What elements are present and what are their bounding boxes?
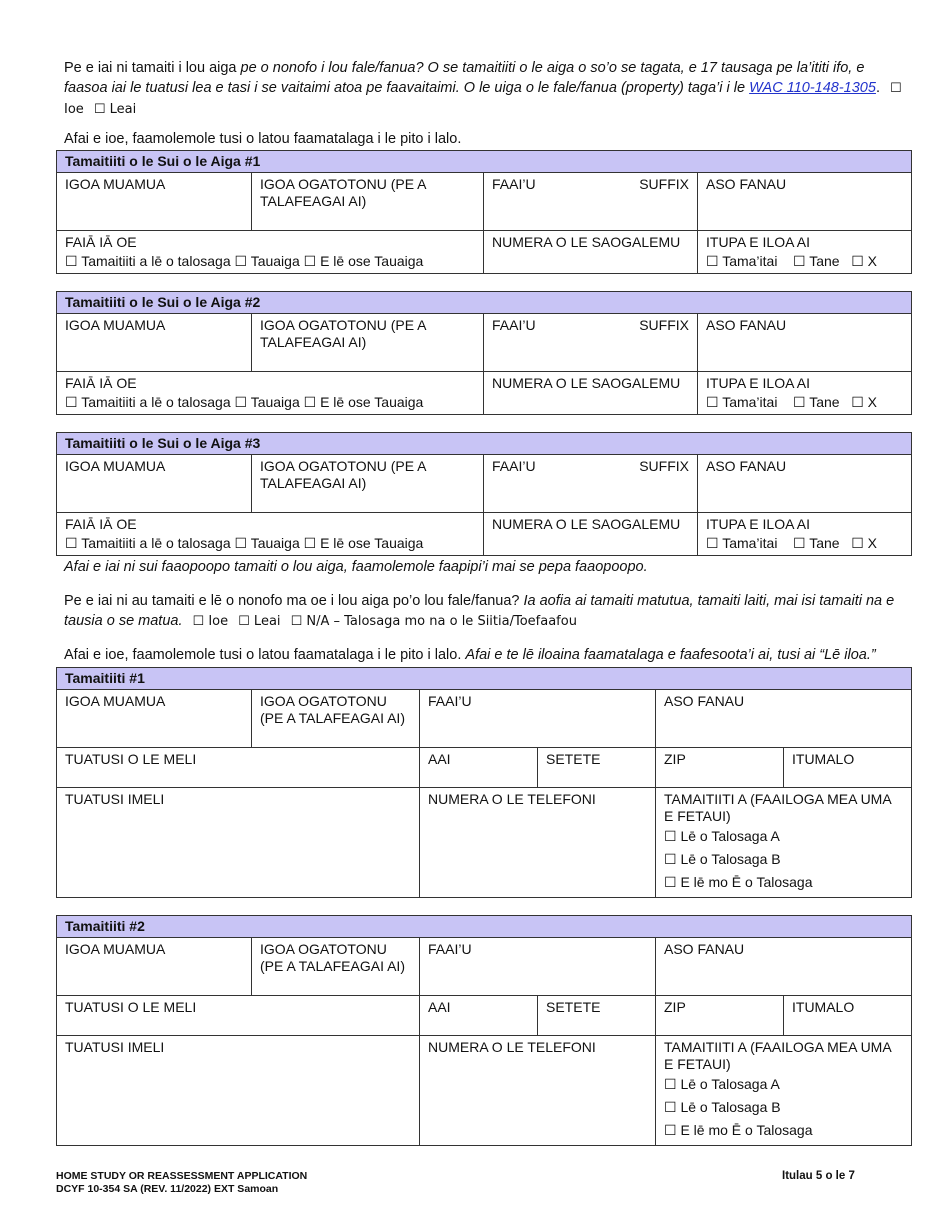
family-name-field[interactable]: FAAI’U SUFFIX bbox=[484, 455, 698, 513]
rel-not-relative-checkbox[interactable]: ☐ E lē ose Tauaiga bbox=[303, 394, 424, 410]
child-section-1 bbox=[56, 667, 912, 898]
gender-field: ITUPA E ILOA AI ☐ Tama’itai ☐ Tane ☐ X bbox=[698, 513, 912, 556]
form-title: HOME STUDY OR REASSESSMENT APPLICATION bbox=[56, 1170, 308, 1182]
applicant-b-checkbox[interactable]: ☐ Lē o Talosaga B bbox=[664, 851, 781, 867]
applicant-a-checkbox[interactable]: ☐ Lē o Talosaga A bbox=[664, 1076, 780, 1092]
member-child-section-2 bbox=[56, 291, 912, 415]
dob-field[interactable]: ASO FANAU bbox=[698, 173, 912, 231]
child-of-field: TAMAITIITI A (FAAILOGA MEA UMA E FETAUI) ☐ Lē o Talosaga A ☐ Lē o Talosaga B ☐ E lē mo Ē o Talosaga bbox=[656, 788, 912, 898]
children-not-living-question: Pe e iai ni au tamaiti e lē o nonofo ma oe i lou aiga po’o lou fale/fanua? Ia aofia ai tamaiti matutua, tamaiti laiti, mai isi tamaiti na e tausia o se matua. ☐ Ioe ☐ Leai ☐ N/A – Talosaga mo na o le Siitia/Toefaafou bbox=[64, 593, 895, 629]
country-field[interactable]: ITUMALO bbox=[784, 748, 912, 788]
gender-x-checkbox[interactable]: ☐ X bbox=[851, 535, 877, 551]
gender-field: ITUPA E ILOA AI ☐ Tama’itai ☐ Tane ☐ X bbox=[698, 231, 912, 274]
zip-field[interactable]: ZIP bbox=[656, 748, 784, 788]
last-name-field[interactable]: IGOA OGATOTONU (PE A TALAFEAGAI AI) bbox=[252, 314, 484, 372]
relationship-field: FAIĀ IĀ OE ☐ Tamaitiiti a lē o talosaga ☐ Tauaiga ☐ E lē ose Tauaiga bbox=[57, 372, 484, 415]
dob-field[interactable]: ASO FANAU bbox=[656, 938, 912, 996]
yes-checkbox[interactable]: ☐ Ioe bbox=[64, 81, 902, 117]
applicant-a-checkbox[interactable]: ☐ Lē o Talosaga A bbox=[664, 828, 780, 844]
no-checkbox[interactable]: ☐ Leai bbox=[93, 102, 137, 117]
rel-applicant-child-checkbox[interactable]: ☐ Tamaitiiti a lē o talosaga bbox=[65, 535, 231, 551]
rel-relative-checkbox[interactable]: ☐ Tauaiga bbox=[234, 394, 300, 410]
member-child-section-3 bbox=[56, 432, 912, 556]
ssn-field[interactable]: NUMERA O LE SAOGALEMU bbox=[484, 513, 698, 556]
wac-link[interactable]: WAC 110-148-1305 bbox=[749, 80, 876, 96]
gender-male-checkbox[interactable]: ☐ Tane bbox=[793, 253, 840, 269]
family-name-field[interactable]: FAAI’U bbox=[420, 938, 656, 996]
na-checkbox[interactable]: ☐ N/A – Talosaga mo na o le Siitia/Toefaafou bbox=[290, 614, 577, 629]
section-title: Tamaitiiti o le Sui o le Aiga #2 bbox=[57, 292, 912, 314]
rel-relative-checkbox[interactable]: ☐ Tauaiga bbox=[234, 253, 300, 269]
middle-name-field[interactable]: IGOA OGATOTONU (PE A TALAFEAGAI AI) bbox=[252, 690, 420, 748]
first-name-field[interactable]: IGOA MUAMUA bbox=[57, 938, 252, 996]
gender-female-checkbox[interactable]: ☐ Tama’itai bbox=[706, 253, 778, 269]
form-number: DCYF 10-354 SA (REV. 11/2022) EXT Samoan bbox=[56, 1183, 279, 1195]
section-title: Tamaitiiti o le Sui o le Aiga #1 bbox=[57, 151, 912, 173]
gender-x-checkbox[interactable]: ☐ X bbox=[851, 253, 877, 269]
email-field[interactable]: TUATUSI IMELI bbox=[57, 1036, 420, 1146]
dob-field[interactable]: ASO FANAU bbox=[698, 314, 912, 372]
gender-male-checkbox[interactable]: ☐ Tane bbox=[793, 394, 840, 410]
zip-field[interactable]: ZIP bbox=[656, 996, 784, 1036]
applicant-b-checkbox[interactable]: ☐ Lē o Talosaga B bbox=[664, 1099, 781, 1115]
rel-applicant-child-checkbox[interactable]: ☐ Tamaitiiti a lē o talosaga bbox=[65, 394, 231, 410]
rel-not-relative-checkbox[interactable]: ☐ E lē ose Tauaiga bbox=[303, 253, 424, 269]
gender-female-checkbox[interactable]: ☐ Tama’itai bbox=[706, 394, 778, 410]
section-title: Tamaitiiti #1 bbox=[57, 668, 912, 690]
gender-field: ITUPA E ILOA AI ☐ Tama’itai ☐ Tane ☐ X bbox=[698, 372, 912, 415]
relationship-field: FAIĀ IĀ OE ☐ Tamaitiiti a lē o talosaga ☐ Tauaiga ☐ E lē ose Tauaiga bbox=[57, 513, 484, 556]
gender-female-checkbox[interactable]: ☐ Tama’itai bbox=[706, 535, 778, 551]
child-of-field: TAMAITIITI A (FAAILOGA MEA UMA E FETAUI) ☐ Lē o Talosaga A ☐ Lē o Talosaga B ☐ E lē mo Ē o Talosaga bbox=[656, 1036, 912, 1146]
middle-name-field[interactable]: IGOA OGATOTONU (PE A TALAFEAGAI AI) bbox=[252, 938, 420, 996]
first-name-field[interactable]: IGOA MUAMUA bbox=[57, 455, 252, 513]
state-field[interactable]: SETETE bbox=[538, 996, 656, 1036]
family-name-field[interactable]: FAAI’U SUFFIX bbox=[484, 173, 698, 231]
city-field[interactable]: AAI bbox=[420, 748, 538, 788]
first-name-field[interactable]: IGOA MUAMUA bbox=[57, 314, 252, 372]
family-name-field[interactable]: FAAI’U SUFFIX bbox=[484, 314, 698, 372]
city-field[interactable]: AAI bbox=[420, 996, 538, 1036]
last-name-field[interactable]: IGOA OGATOTONU (PE A TALAFEAGAI AI) bbox=[252, 173, 484, 231]
section-title: Tamaitiiti #2 bbox=[57, 916, 912, 938]
gender-male-checkbox[interactable]: ☐ Tane bbox=[793, 535, 840, 551]
relationship-field: FAIĀ IĀ OE ☐ Tamaitiiti a lē o talosaga ☐ Tauaiga ☐ E lē ose Tauaiga bbox=[57, 231, 484, 274]
country-field[interactable]: ITUMALO bbox=[784, 996, 912, 1036]
mail-address-field[interactable]: TUATUSI O LE MELI bbox=[57, 996, 420, 1036]
child-section-2 bbox=[56, 915, 912, 1146]
additional-members-note: Afai e iai ni sui faaopoopo tamaiti o lou aiga, faamolemole faapipi’i mai se pepa faaopoopo. bbox=[64, 559, 648, 575]
page-number: Itulau 5 o le 7 bbox=[782, 1170, 855, 1182]
mail-address-field[interactable]: TUATUSI O LE MELI bbox=[57, 748, 420, 788]
rel-not-relative-checkbox[interactable]: ☐ E lē ose Tauaiga bbox=[303, 535, 424, 551]
yes-checkbox[interactable]: ☐ Ioe bbox=[192, 614, 229, 629]
family-name-field[interactable]: FAAI’U bbox=[420, 690, 656, 748]
phone-field[interactable]: NUMERA O LE TELEFONI bbox=[420, 1036, 656, 1146]
instruction-text-2: Afai e ioe, faamolemole tusi o latou faamatalaga i le pito i lalo. Afai e te lē iloaina faamatalaga e faafesoota’i ai, tusi ai “Lē iloa.” bbox=[64, 647, 876, 663]
email-field[interactable]: TUATUSI IMELI bbox=[57, 788, 420, 898]
rel-relative-checkbox[interactable]: ☐ Tauaiga bbox=[234, 535, 300, 551]
section-title: Tamaitiiti o le Sui o le Aiga #3 bbox=[57, 433, 912, 455]
phone-field[interactable]: NUMERA O LE TELEFONI bbox=[420, 788, 656, 898]
gender-x-checkbox[interactable]: ☐ X bbox=[851, 394, 877, 410]
last-name-field[interactable]: IGOA OGATOTONU (PE A TALAFEAGAI AI) bbox=[252, 455, 484, 513]
instruction-text: Afai e ioe, faamolemole tusi o latou faamatalaga i le pito i lalo. bbox=[64, 131, 462, 147]
first-name-field[interactable]: IGOA MUAMUA bbox=[57, 173, 252, 231]
member-child-section-1 bbox=[56, 150, 912, 274]
household-children-question: Pe e iai ni tamaiti i lou aiga pe o nonofo i lou fale/fanua? O se tamaitiiti o le aiga o so’o se tagata, e 17 tausaga pe la’ititi ifo, e faasoa iai le tuatusi lea e tasi i se vaitaimi atoa pe faavaitaimi. O le uiga o le fale/fanua (property) taga’i i le WAC 110-148-1305. ☐ Ioe ☐ Leai bbox=[64, 60, 902, 117]
ssn-field[interactable]: NUMERA O LE SAOGALEMU bbox=[484, 372, 698, 415]
rel-applicant-child-checkbox[interactable]: ☐ Tamaitiiti a lē o talosaga bbox=[65, 253, 231, 269]
not-applicant-checkbox[interactable]: ☐ E lē mo Ē o Talosaga bbox=[664, 874, 813, 890]
dob-field[interactable]: ASO FANAU bbox=[698, 455, 912, 513]
not-applicant-checkbox[interactable]: ☐ E lē mo Ē o Talosaga bbox=[664, 1122, 813, 1138]
dob-field[interactable]: ASO FANAU bbox=[656, 690, 912, 748]
first-name-field[interactable]: IGOA MUAMUA bbox=[57, 690, 252, 748]
ssn-field[interactable]: NUMERA O LE SAOGALEMU bbox=[484, 231, 698, 274]
state-field[interactable]: SETETE bbox=[538, 748, 656, 788]
form-footer bbox=[56, 1170, 307, 1196]
no-checkbox[interactable]: ☐ Leai bbox=[238, 614, 281, 629]
